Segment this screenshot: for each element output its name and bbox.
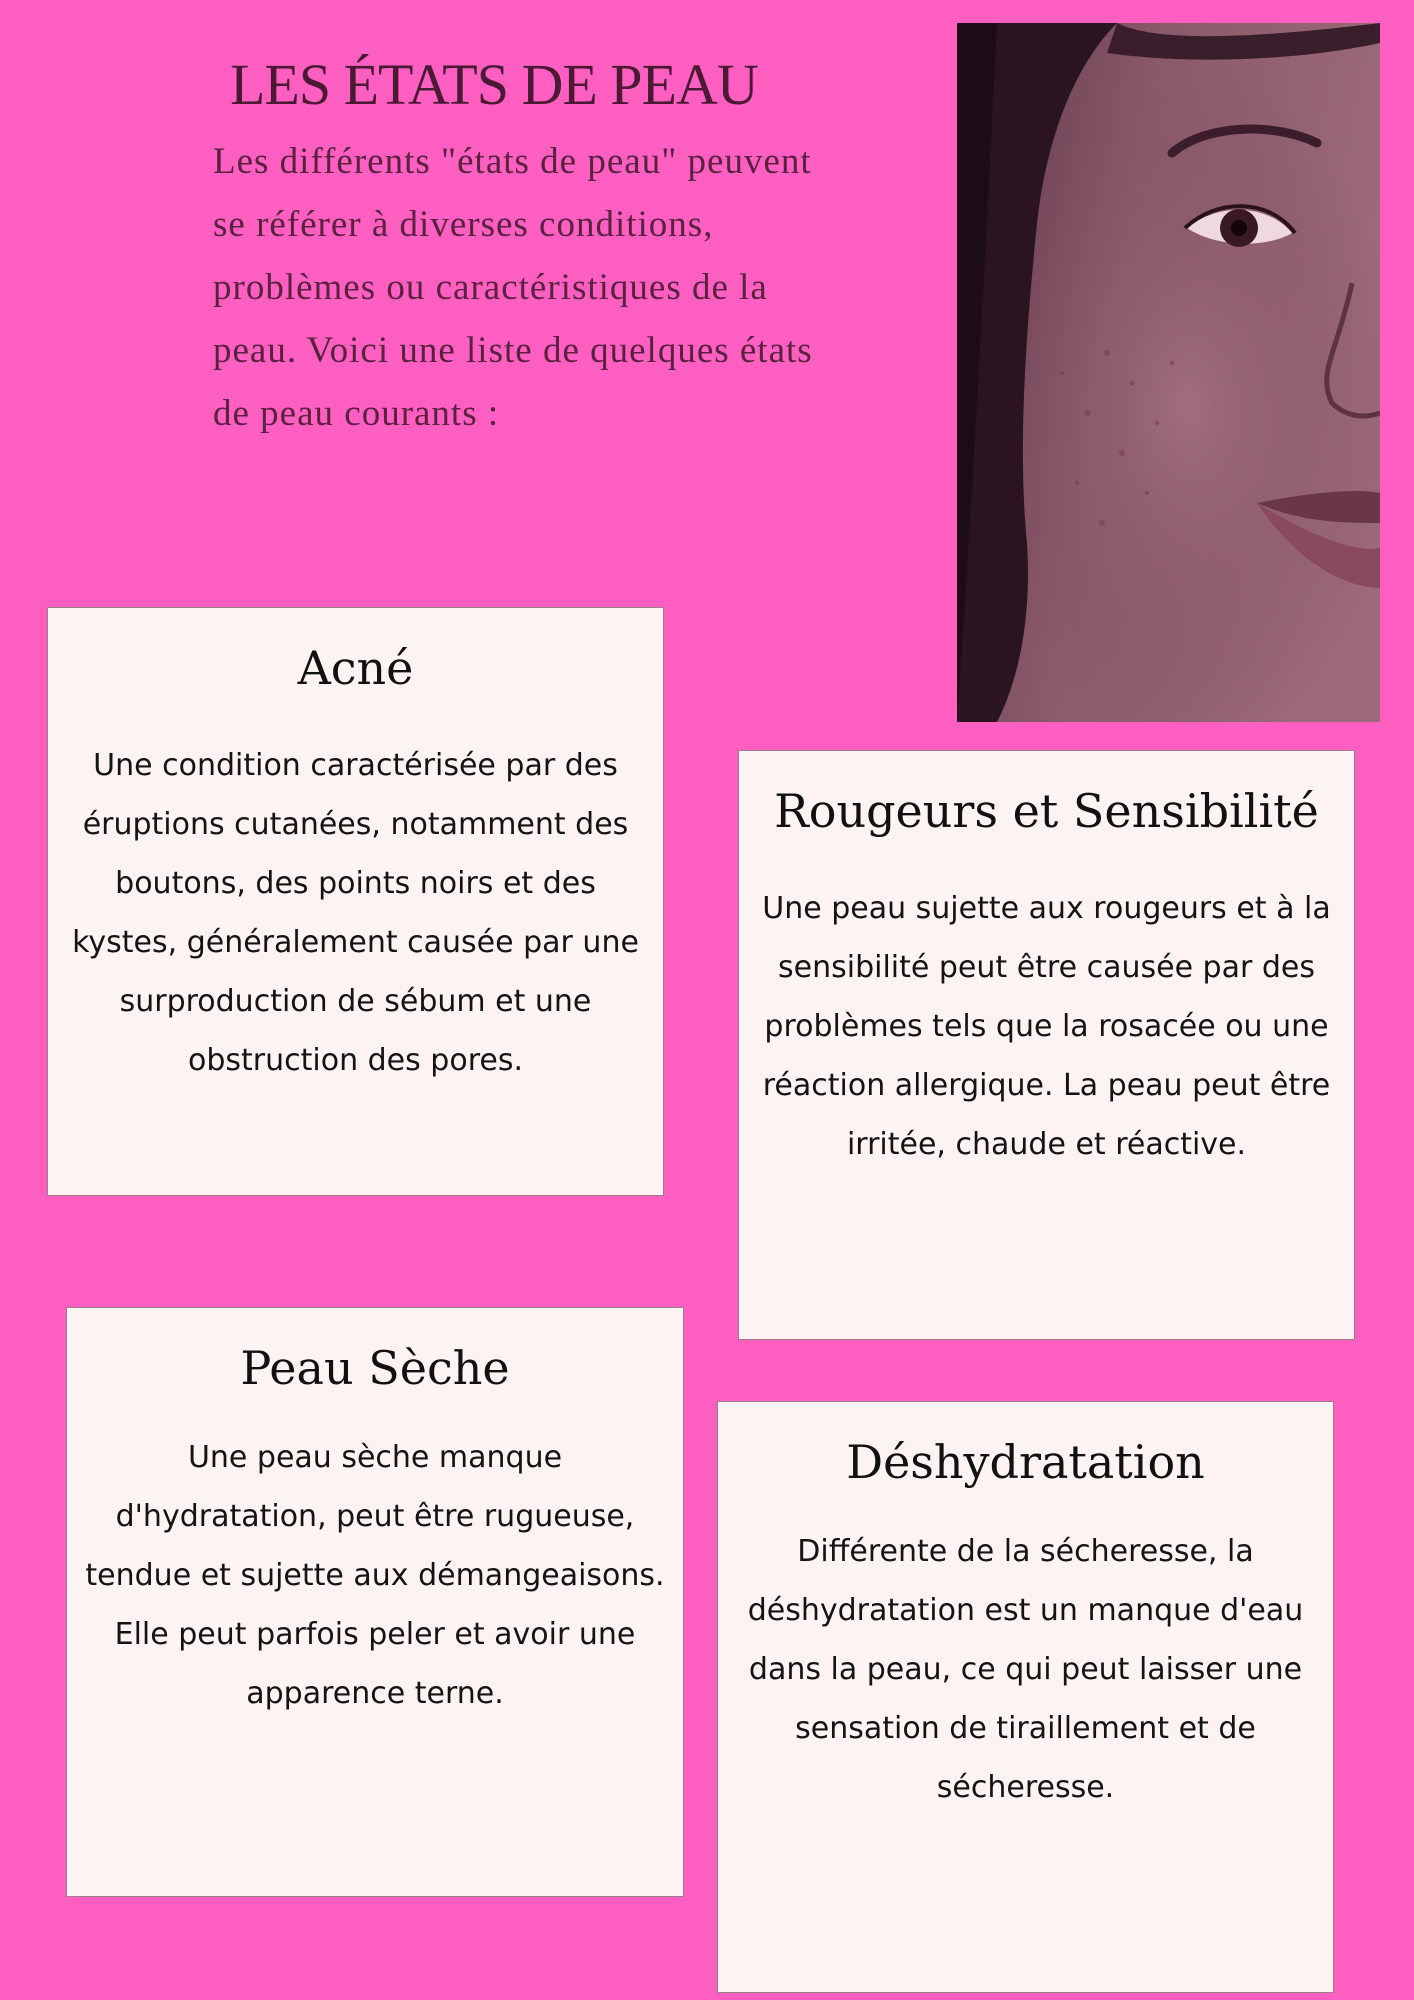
page-title: LES ÉTATS DE PEAU (230, 52, 758, 117)
intro-text: Les différents "états de peau" peuvent se référer à diverses conditions, problèmes ou caractéristiques de la peau. Voici une liste de quelques états de peau courants : (213, 141, 813, 434)
card-rougeurs-body: Une peau sujette aux rougeurs et à la sensibilité peut être causée par des problèmes tels que la rosacée ou une réaction allergique. La peau peut être irritée, chaude et réactive. (762, 891, 1331, 1162)
card-rougeurs-title: Rougeurs et Sensibilité (774, 784, 1319, 838)
card-deshydratation-body: Différente de la sécheresse, la déshydratation est un manque d'eau dans la peau, ce qui peut laisser une sensation de tiraillement et de sécheresse. (747, 1534, 1304, 1805)
card-rougeurs (738, 750, 1355, 1340)
card-peau-seche-title: Peau Sèche (240, 1341, 510, 1395)
card-deshydratation (717, 1401, 1334, 1993)
card-peau-seche (66, 1307, 684, 1897)
card-acne (47, 607, 664, 1196)
face-image (957, 23, 1380, 722)
card-acne-body: Une condition caractérisée par des éruptions cutanées, notamment des boutons, des points noirs et des kystes, généralement causée par une surproduction de sébum et une obstruction des pores. (72, 748, 639, 1078)
card-deshydratation-title: Déshydratation (846, 1435, 1205, 1489)
face-photo (957, 23, 1380, 722)
card-acne-title: Acné (297, 641, 414, 695)
card-peau-seche-body: Une peau sèche manque d'hydratation, peut être rugueuse, tendue et sujette aux démangeaisons. Elle peut parfois peler et avoir une apparence terne. (85, 1440, 665, 1711)
